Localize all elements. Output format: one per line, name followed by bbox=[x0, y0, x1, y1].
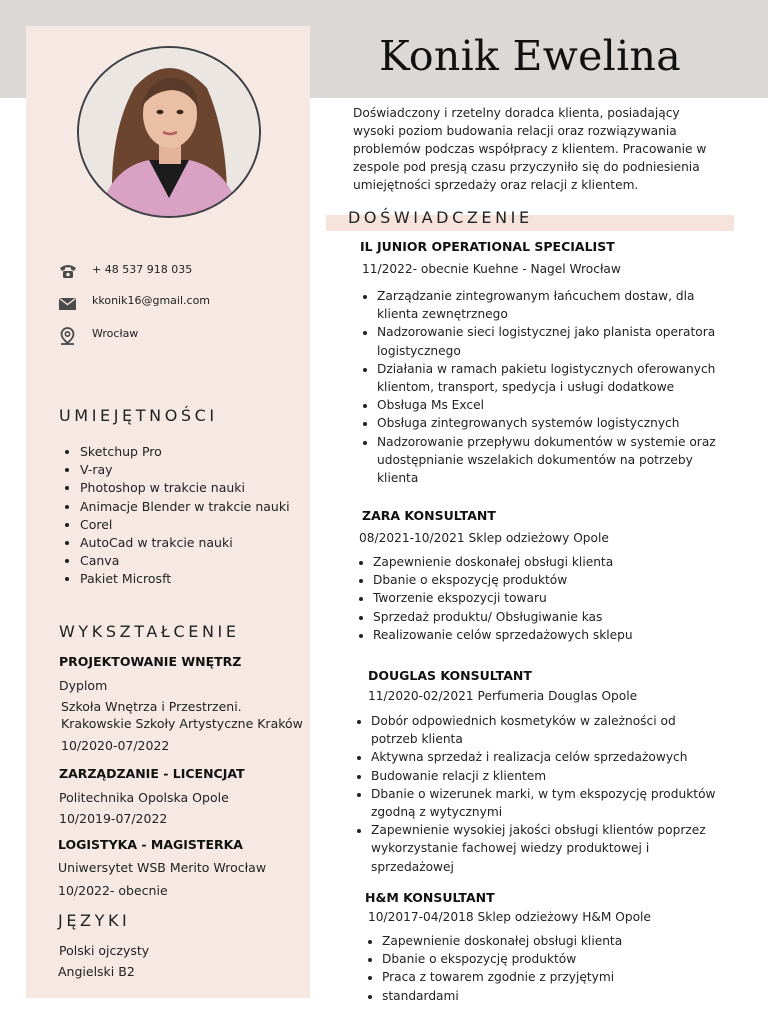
duty-item: • Obsługa zintegrowanych systemów logistycznych bbox=[377, 414, 729, 432]
education-title: WYKSZTAŁCENIE bbox=[59, 622, 240, 641]
edu-1-school-line1: Szkoła Wnętrza i Przestrzeni. bbox=[61, 699, 242, 714]
email-text: kkonik16@gmail.com bbox=[92, 294, 211, 307]
profile-photo bbox=[77, 46, 261, 218]
duty-item: • Działania w ramach pakietu logistycznych oferowanych klientom, transport, spedycja i usługi dodatkowe bbox=[377, 360, 729, 396]
job-2-title: ZARA KONSULTANT bbox=[362, 508, 496, 523]
duty-item: • standardami bbox=[382, 987, 722, 1005]
mail-icon bbox=[58, 294, 78, 312]
skill-item: • V-ray bbox=[80, 461, 290, 479]
profile-summary: Doświadczony i rzetelny doradca klienta, posiadający wysoki poziom budowania relacji oraz rozwiązywania problemów podczas współpracy z klientem. Pracowanie w zespole pod presją czasu przyczyniło się do podniesienia umiejętności sprzedaży oraz relacji z klientem. bbox=[353, 106, 707, 192]
job-4-title: H&M KONSULTANT bbox=[365, 890, 495, 905]
duty-item: • Dobór odpowiednich kosmetyków w zależności od potrzeb klienta bbox=[371, 712, 719, 748]
duty-item: • Tworzenie ekspozycji towaru bbox=[373, 589, 733, 607]
city-text: Wrocław bbox=[92, 327, 139, 340]
edu-2-school: Politechnika Opolska Opole bbox=[59, 790, 229, 805]
duty-item: • Zapewnienie wysokiej jakości obsługi klientów poprzez wykorzystanie fachowej wiedzy produktowej i sprzedażowej bbox=[371, 821, 719, 876]
job-4-duties bbox=[364, 932, 722, 1005]
skill-item: • Corel bbox=[80, 516, 290, 534]
duty-item: • Zapewnienie doskonałej obsługi klienta bbox=[373, 553, 733, 571]
skill-item: • AutoCad w trakcie nauki bbox=[80, 534, 290, 552]
edu-2-dates: 10/2019-07/2022 bbox=[59, 811, 168, 826]
job-2-meta: 08/2021-10/2021 Sklep odzieżowy Opole bbox=[359, 531, 609, 545]
skills-title: UMIEJĘTNOŚCI bbox=[59, 406, 218, 425]
language-2: Angielski B2 bbox=[58, 964, 135, 979]
job-3-title: DOUGLAS KONSULTANT bbox=[368, 668, 532, 683]
duty-item: • Zarządzanie zintegrowanym łańcuchem dostaw, dla klienta zewnętrznego bbox=[377, 287, 729, 323]
duty-item: • Dbanie o ekspozycję produktów bbox=[382, 950, 722, 968]
skill-item: • Pakiet Microsft bbox=[80, 570, 290, 588]
phone-icon bbox=[58, 263, 78, 281]
candidate-name: Konik Ewelina bbox=[379, 32, 681, 80]
skill-item: • Animacje Blender w trakcie nauki bbox=[80, 498, 290, 516]
edu-2-title: ZARZĄDZANIE - LICENCJAT bbox=[59, 766, 245, 781]
job-1-meta: 11/2022- obecnie Kuehne - Nagel Wrocław bbox=[362, 262, 621, 276]
skill-item: • Sketchup Pro bbox=[80, 443, 290, 461]
edu-3-title: LOGISTYKA - MAGISTERKA bbox=[58, 837, 243, 852]
edu-3-school: Uniwersytet WSB Merito Wrocław bbox=[58, 860, 267, 875]
experience-title: DOŚWIADCZENIE bbox=[348, 208, 533, 227]
duty-item: • Praca z towarem zgodnie z przyjętymi bbox=[382, 968, 722, 986]
languages-title: JĘZYKI bbox=[58, 911, 131, 930]
duty-item: • Zapewnienie doskonałej obsługi klienta bbox=[382, 932, 722, 950]
phone-text: + 48 537 918 035 bbox=[92, 263, 193, 276]
edu-1-dates: 10/2020-07/2022 bbox=[61, 738, 170, 753]
language-1: Polski ojczysty bbox=[59, 943, 150, 958]
job-3-duties bbox=[353, 712, 719, 876]
duty-item: • Realizowanie celów sprzedażowych sklepu bbox=[373, 626, 733, 644]
skill-item: • Photoshop w trakcie nauki bbox=[80, 479, 290, 497]
job-2-duties bbox=[355, 553, 733, 644]
duty-item: • Nadzorowanie przepływu dokumentów w systemie oraz udostępnianie wszelakich dokumentów na potrzeby klienta bbox=[377, 433, 729, 488]
location-pin-icon bbox=[58, 327, 78, 345]
job-1-duties bbox=[359, 287, 729, 487]
duty-item: • Dbanie o ekspozycję produktów bbox=[373, 571, 733, 589]
job-3-meta: 11/2020-02/2021 Perfumeria Douglas Opole bbox=[368, 689, 638, 703]
skill-item: • Canva bbox=[80, 552, 290, 570]
skills-list bbox=[58, 443, 290, 589]
edu-1-title: PROJEKTOWANIE WNĘTRZ bbox=[59, 654, 242, 669]
duty-item: • Obsługa Ms Excel bbox=[377, 396, 729, 414]
job-4-meta: 10/2017-04/2018 Sklep odzieżowy H&M Opole bbox=[368, 910, 651, 924]
job-1-title: IL JUNIOR OPERATIONAL SPECIALIST bbox=[360, 239, 615, 254]
duty-item: • Nadzorowanie sieci logistycznej jako planista operatora logistycznego bbox=[377, 323, 729, 359]
edu-1-degree: Dyplom bbox=[59, 678, 108, 693]
edu-1-school-line2: Krakowskie Szkoły Artystyczne Kraków bbox=[61, 716, 303, 731]
duty-item: • Sprzedaż produktu/ Obsługiwanie kas bbox=[373, 608, 733, 626]
duty-item: • Aktywna sprzedaż i realizacja celów sprzedażowych bbox=[371, 748, 719, 766]
edu-3-dates: 10/2022- obecnie bbox=[58, 883, 168, 898]
duty-item: • Dbanie o wizerunek marki, w tym ekspozycję produktów zgodną z wytycznymi bbox=[371, 785, 719, 821]
duty-item: • Budowanie relacji z klientem bbox=[371, 767, 719, 785]
